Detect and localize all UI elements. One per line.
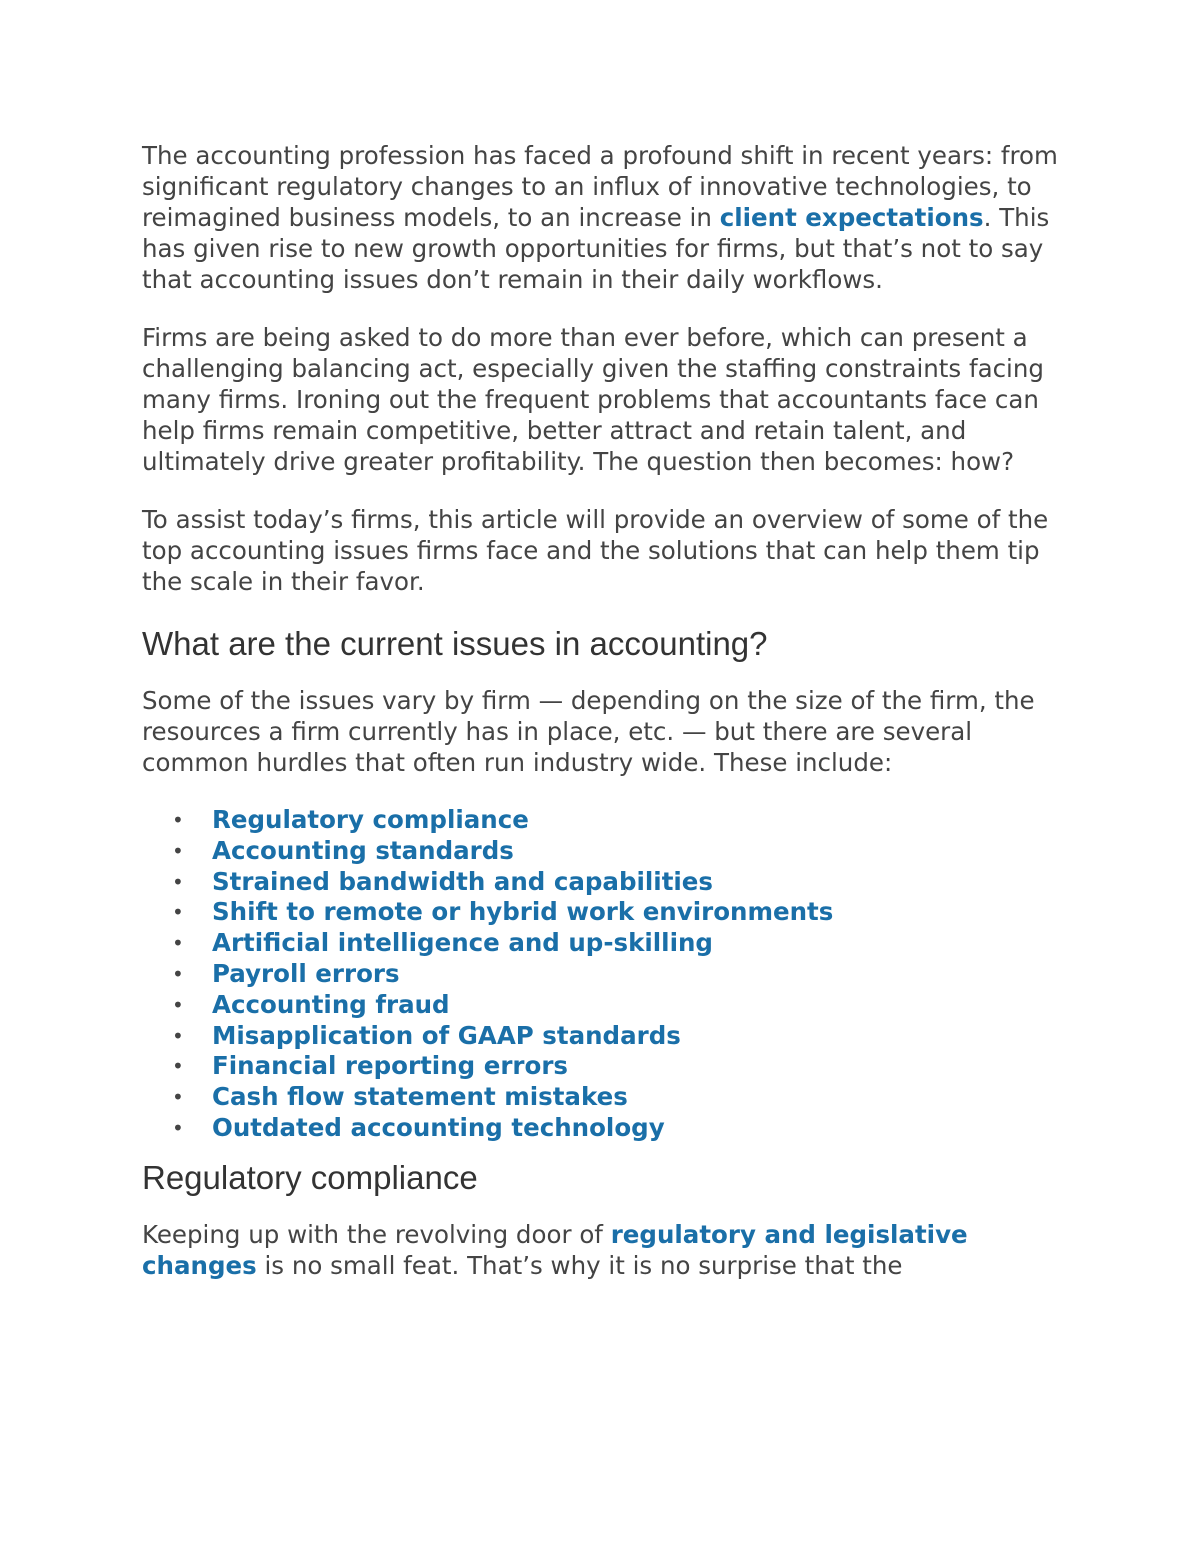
issue-link-accounting-standards[interactable]: Accounting standards — [212, 835, 514, 865]
bullet-icon: • — [172, 1054, 184, 1079]
bullet-icon: • — [172, 1085, 184, 1110]
list-item — [142, 897, 1072, 928]
firms-paragraph: Firms are being asked to do more than ever before, which can present a challenging balancing act, especially given the staffing constraints facing many firms. Ironing out the frequent problems that accountants face can help firms remain competitive, better attract and retain talent, and ultimately drive greater profitability. The question then becomes: how? — [142, 323, 1044, 476]
list-item — [142, 928, 1072, 959]
issue-link-accounting-fraud[interactable]: Accounting fraud — [212, 989, 450, 1019]
issue-link-gaap-misapplication[interactable]: Misapplication of GAAP standards — [212, 1020, 681, 1050]
client-expectations-link[interactable]: client expectations — [719, 203, 984, 232]
current-issues-heading: What are the current issues in accounting? — [142, 625, 768, 662]
regulatory-paragraph — [142, 1219, 1072, 1281]
overview-paragraph: To assist today’s firms, this article will provide an overview of some of the top accounting issues firms face and the solutions that can help them tip the scale in their favor. — [142, 505, 1049, 596]
issue-link-outdated-technology[interactable]: Outdated accounting technology — [212, 1112, 665, 1142]
issues-list — [142, 805, 1072, 1144]
regulatory-text-end: is no small feat. That’s why it is no surprise that the — [256, 1250, 903, 1280]
list-item — [142, 1051, 1072, 1082]
document-body — [142, 140, 1072, 1308]
bullet-icon: • — [172, 808, 184, 832]
intro-text-start: The accounting profession has faced a profound shift in recent years: from significant regulatory changes to an influx of innovative technologies, to reimagined business models, to an increase in — [142, 141, 1058, 232]
list-item — [142, 805, 1072, 836]
list-item — [142, 1021, 1072, 1052]
regulatory-changes-link[interactable]: regulatory and legislative changes — [142, 1219, 968, 1280]
list-item — [142, 1082, 1072, 1113]
bullet-icon: • — [172, 961, 184, 986]
bullet-icon: • — [172, 869, 184, 894]
regulatory-compliance-heading: Regulatory compliance — [142, 1158, 478, 1196]
bullet-icon: • — [172, 1115, 184, 1140]
issue-link-cash-flow-mistakes[interactable]: Cash flow statement mistakes — [212, 1082, 628, 1112]
bullet-icon: • — [172, 992, 184, 1017]
list-item — [142, 867, 1072, 898]
list-item — [142, 959, 1072, 990]
bullet-icon: • — [172, 900, 184, 925]
list-item — [142, 836, 1072, 867]
bullet-icon: • — [172, 838, 184, 863]
issue-link-payroll-errors[interactable]: Payroll errors — [212, 958, 400, 988]
regulatory-text-start: Keeping up with the revolving door of — [142, 1219, 611, 1249]
bullet-icon: • — [172, 931, 184, 956]
issue-link-ai-upskilling[interactable]: Artificial intelligence and up-skilling — [212, 928, 713, 958]
issue-link-remote-hybrid-work[interactable]: Shift to remote or hybrid work environments — [212, 897, 834, 927]
list-item — [142, 1113, 1072, 1144]
issues-intro-paragraph: Some of the issues vary by firm — depending on the size of the firm, the resources a firm currently has in place, etc. — but there are several common hurdles that often run industry wide. These include: — [142, 686, 1035, 777]
issue-link-regulatory-compliance[interactable]: Regulatory compliance — [212, 805, 529, 834]
list-item — [142, 990, 1072, 1021]
intro-text-end: . This has given rise to new growth opportunities for firms, but that’s not to say that accounting issues don’t remain in their daily workflows. — [142, 203, 1050, 294]
bullet-icon: • — [172, 1023, 184, 1048]
intro-paragraph — [142, 140, 1072, 295]
issue-link-strained-bandwidth[interactable]: Strained bandwidth and capabilities — [212, 866, 714, 896]
issue-link-financial-reporting-errors[interactable]: Financial reporting errors — [212, 1051, 568, 1081]
